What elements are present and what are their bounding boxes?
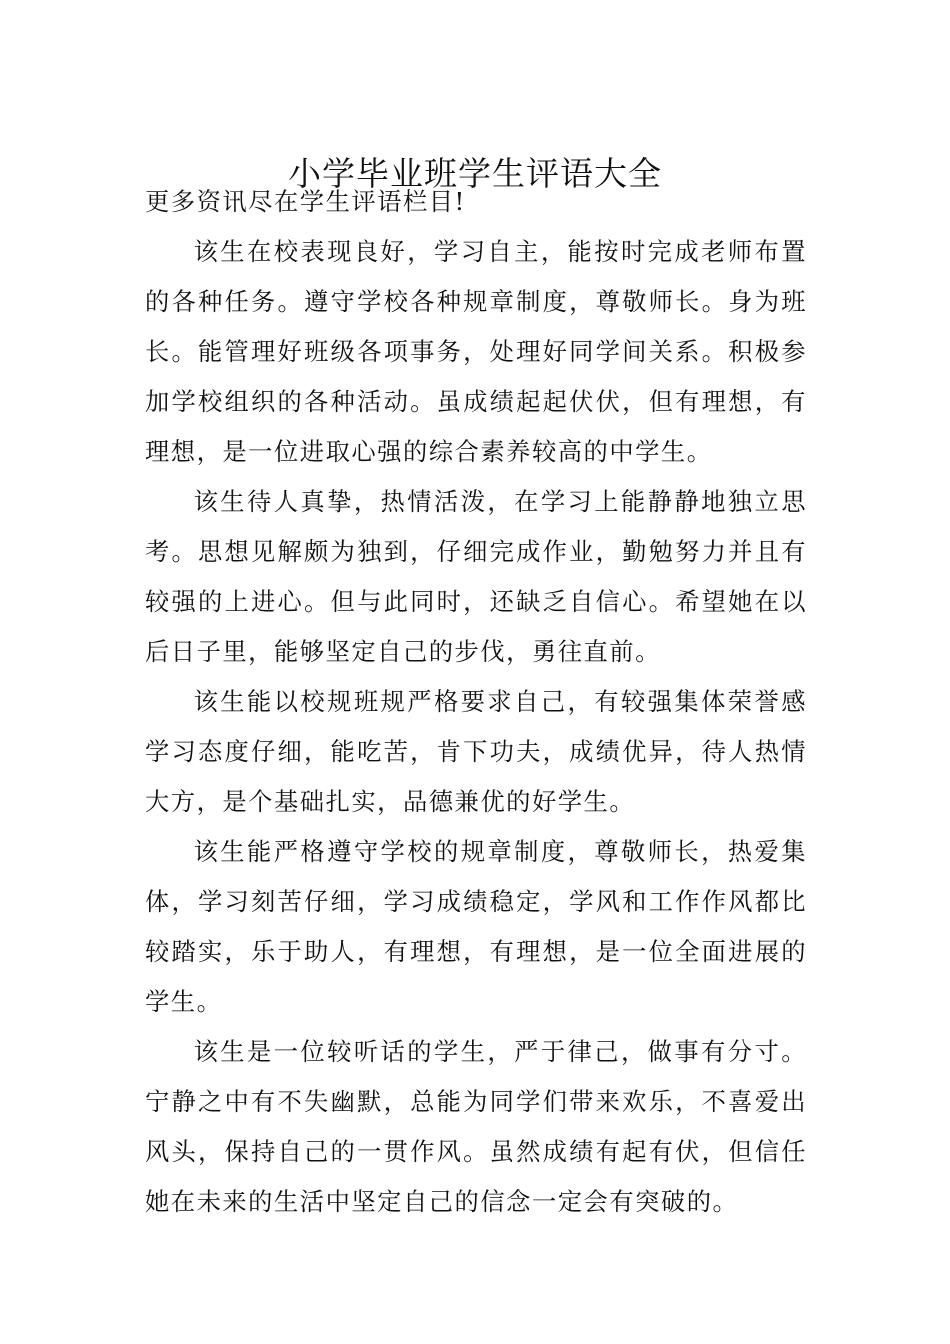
comment-paragraph-5: 该生是一位较听话的学生，严于律己，做事有分寸。宁静之中有不失幽默，总能为同学们带来欢乐，不喜爱出风头，保持自己的一贯作风。虽然成绩有起有伏，但信任她在未来的生活中坚定自己的信念一定会有突破的。 — [145, 1037, 807, 1216]
comment-paragraph-3: 该生能以校规班规严格要求自己，有较强集体荣誉感学习态度仔细，能吃苦，肯下功夫，成绩优异，待人热情大方，是个基础扎实，品德兼优的好学生。 — [145, 687, 807, 816]
document-title: 小学毕业班学生评语大全 — [288, 154, 662, 194]
comment-paragraph-2: 该生待人真挚，热情活泼，在学习上能静静地独立思考。思想见解颇为独到，仔细完成作业，勤勉努力并且有较强的上进心。但与此同时，还缺乏自信心。希望她在以后日子里，能够坚定自己的步伐，勇往直前。 — [145, 487, 807, 666]
intro-text: 更多资讯尽在学生评语栏目! — [145, 187, 466, 216]
comment-paragraph-4: 该生能严格遵守学校的规章制度，尊敬师长，热爱集体，学习刻苦仔细，学习成绩稳定，学风和工作作风都比较踏实，乐于助人，有理想，有理想，是一位全面进展的学生。 — [145, 837, 807, 1016]
document-body — [145, 177, 807, 1227]
comment-paragraph-1: 该生在校表现良好，学习自主，能按时完成老师布置的各种任务。遵守学校各种规章制度，尊敬师长。身为班长。能管理好班级各项事务，处理好同学间关系。积极参加学校组织的各种活动。虽成绩起起伏伏，但有理想，有理想，是一位进取心强的综合素养较高的中学生。 — [145, 237, 807, 466]
